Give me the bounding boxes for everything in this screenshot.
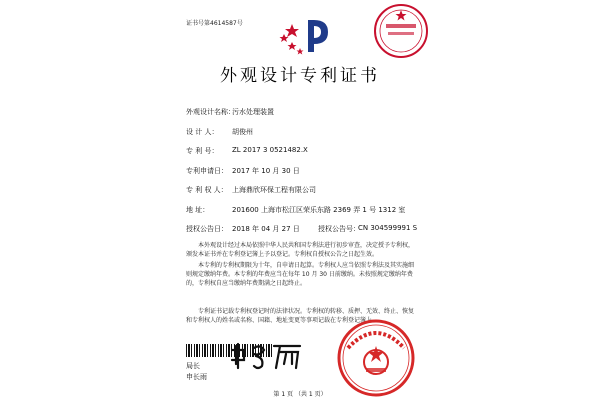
field-label: 授权公告号： (318, 225, 360, 233)
document-title: 外观设计专利证书 (220, 66, 380, 86)
field-value: 2018 年 04 月 27 日 (232, 225, 300, 233)
body-paragraph: 专利证书记载专利权登记时的法律状况。专利权的转移、质押、无效、终止、恢复和专利权人的姓名或名称、国籍、地址变更等事项记载在专利登记簿上。 (186, 308, 415, 324)
signature-title: 局长 (186, 362, 200, 370)
body-paragraph: 本外观设计经过本局依照中华人民共和国专利法进行初步审查，决定授予专利权，颁发本证书并在专利登记簿上予以登记。专利权自授权公告之日起生效。 (186, 242, 415, 258)
field-value: 201600 上海市松江区荣乐东路 2369 弄 1 号 1312 室 (232, 206, 406, 214)
field-value: 污水处理装置 (232, 108, 274, 116)
field-value: 上海鼎欣环保工程有限公司 (232, 186, 316, 194)
top-right-stamp-icon (372, 2, 430, 60)
official-seal-icon (336, 318, 416, 398)
field-label: 地 址： (186, 206, 210, 214)
field-value: 2017 年 10 月 30 日 (232, 167, 300, 175)
signature-name: 申长雨 (186, 373, 207, 381)
field-value: 胡俊州 (232, 128, 253, 136)
field-value: ZL 2017 3 0521482.X (232, 146, 308, 154)
page-footer: 第 1 页 （共 1 页） (273, 391, 327, 398)
patent-office-logo-icon (276, 12, 336, 60)
field-label: 专利申请日： (186, 167, 228, 175)
handwritten-signature-icon (230, 340, 310, 372)
field-label: 外观设计名称： (186, 108, 235, 116)
field-label: 专 利 权 人： (186, 186, 228, 194)
field-label: 设 计 人： (186, 128, 219, 136)
field-label: 授权公告日： (186, 225, 228, 233)
field-label: 专 利 号： (186, 147, 219, 155)
certificate-number: 证书号第4614587号 (186, 20, 243, 27)
field-value: CN 304599991 S (358, 224, 418, 232)
body-paragraph: 本专利的专利权期限为十年，自申请日起算。专利权人应当依照专利法及其实施细则规定缴纳年费。本专利的年费应当在每年 10 月 30 日前缴纳。未按照规定缴纳年费的，专利权自应当缴纳年费期满之日起终止。 (186, 262, 415, 287)
